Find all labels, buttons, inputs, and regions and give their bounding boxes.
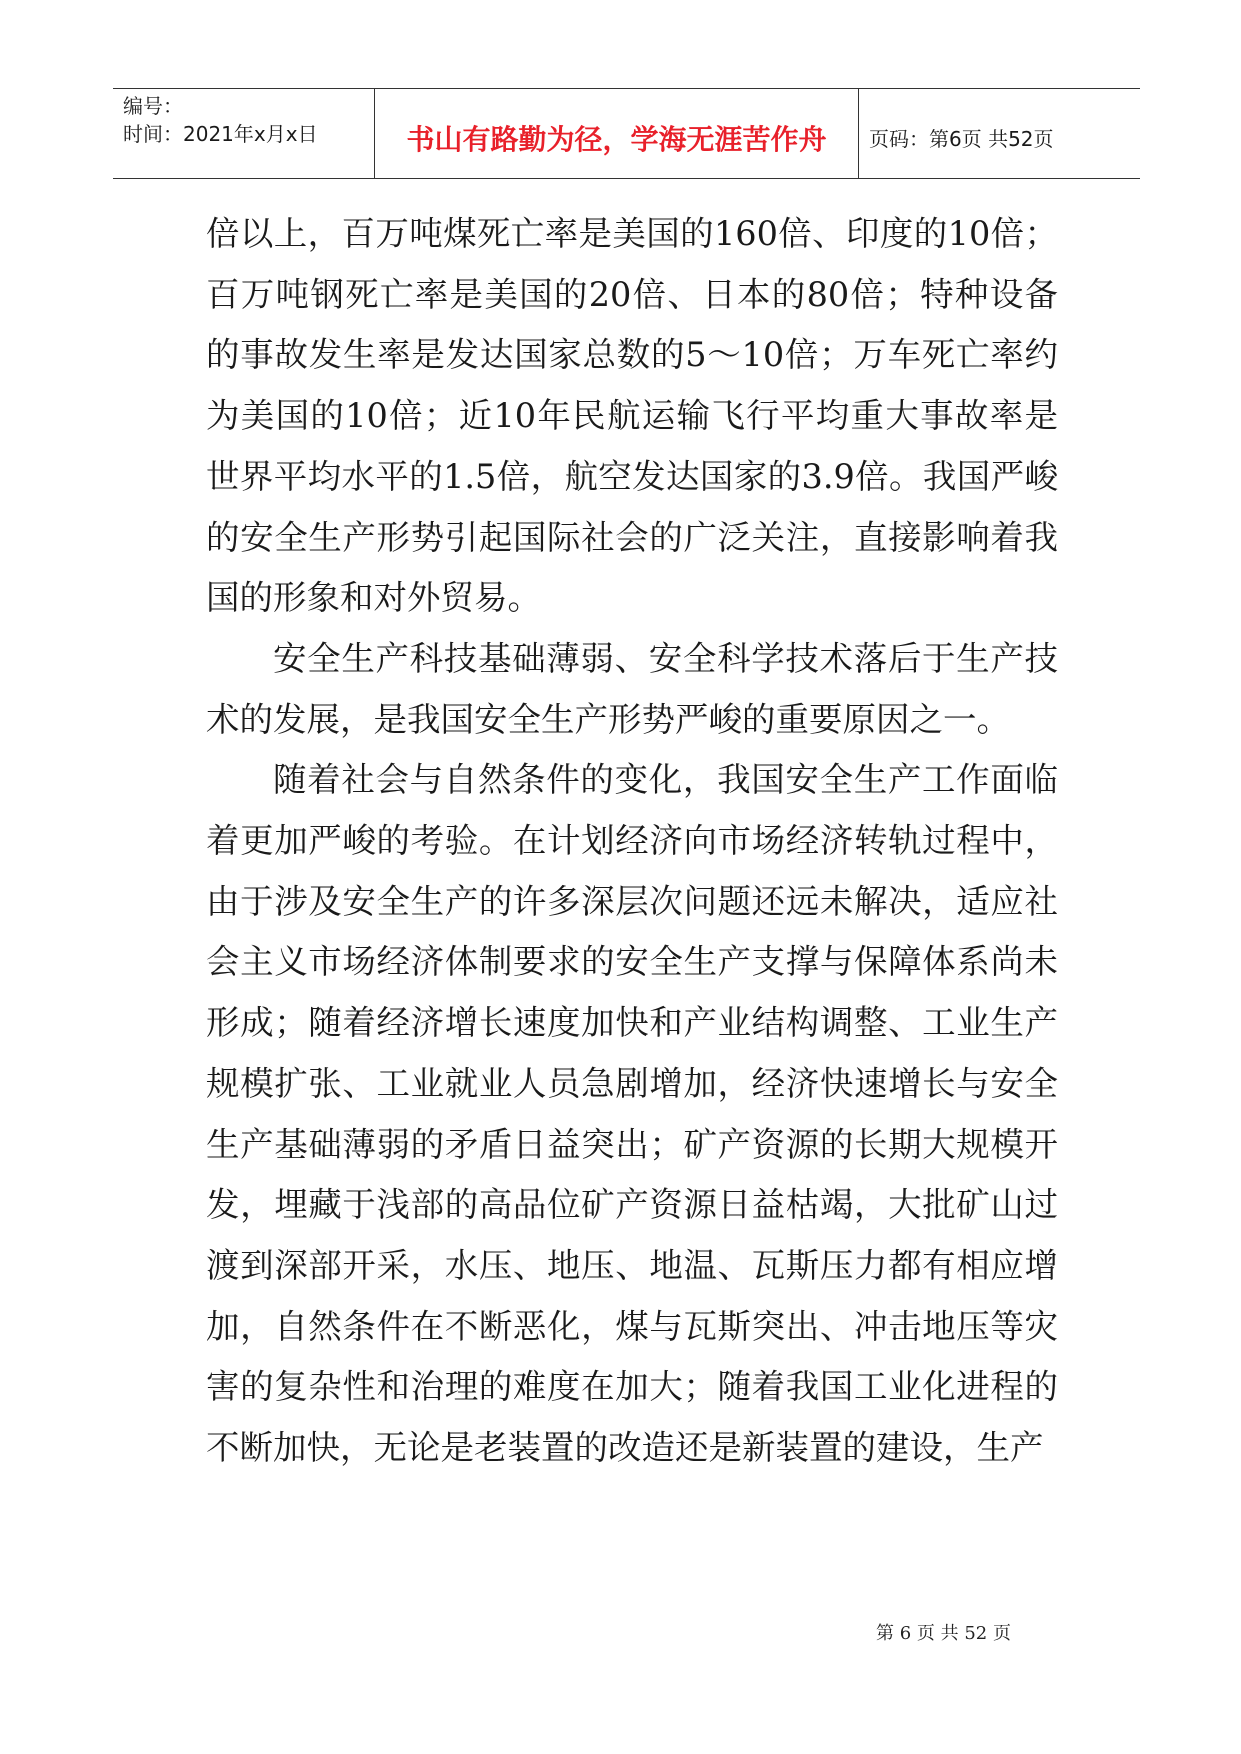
document-header xyxy=(113,88,1140,179)
document-number-label: 编号： xyxy=(123,94,183,118)
body-paragraph-2: 安全生产科技基础薄弱、安全科学技术落后于生产技术的发展，是我国安全生产形势严峻的重要原因之一。 xyxy=(206,638,1058,739)
body-paragraph-3: 随着社会与自然条件的变化，我国安全生产工作面临着更加严峻的考验。在计划经济向市场经济转轨过程中，由于涉及安全生产的许多深层次问题还远未解决，适应社会主义市场经济体制要求的安全生产支撑与保障体系尚未形成；随着经济增长速度加快和产业结构调整、工业生产规模扩张、工业就业人员急剧增加，经济快速增长与安全生产基础薄弱的矛盾日益突出；矿产资源的长期大规模开发，埋藏于浅部的高品位矿产资源日益枯竭，大批矿山过渡到深部开采，水压、地压、地温、瓦斯压力都有相应增加，自然条件在不断恶化，煤与瓦斯突出、冲击地压等灾害的复杂性和治理的难度在加大；随着我国工业化进程的不断加快，无论是老装置的改造还是新装置的建设，生产 xyxy=(206,760,1058,1468)
header-page-info: 页码：第6页 共52页 xyxy=(869,127,1054,151)
header-meta xyxy=(113,89,375,178)
document-date-label: 时间：2021年x月x日 xyxy=(123,122,318,146)
document-body xyxy=(206,204,1058,1479)
header-motto: 书山有路勤为径，学海无涯苦作舟 xyxy=(375,89,859,178)
page-footer: 第 6 页 共 52 页 xyxy=(876,1623,1011,1644)
body-paragraph-1: 倍以上，百万吨煤死亡率是美国的160倍、印度的10倍；百万吨钢死亡率是美国的20倍、日本的80倍；特种设备的事故发生率是发达国家总数的5～10倍；万车死亡率约为美国的10倍；近10年民航运输飞行平均重大事故率是世界平均水平的1.5倍，航空发达国家的3.9倍。我国严峻的安全生产形势引起国际社会的广泛关注，直接影响着我国的形象和对外贸易。 xyxy=(206,214,1058,618)
